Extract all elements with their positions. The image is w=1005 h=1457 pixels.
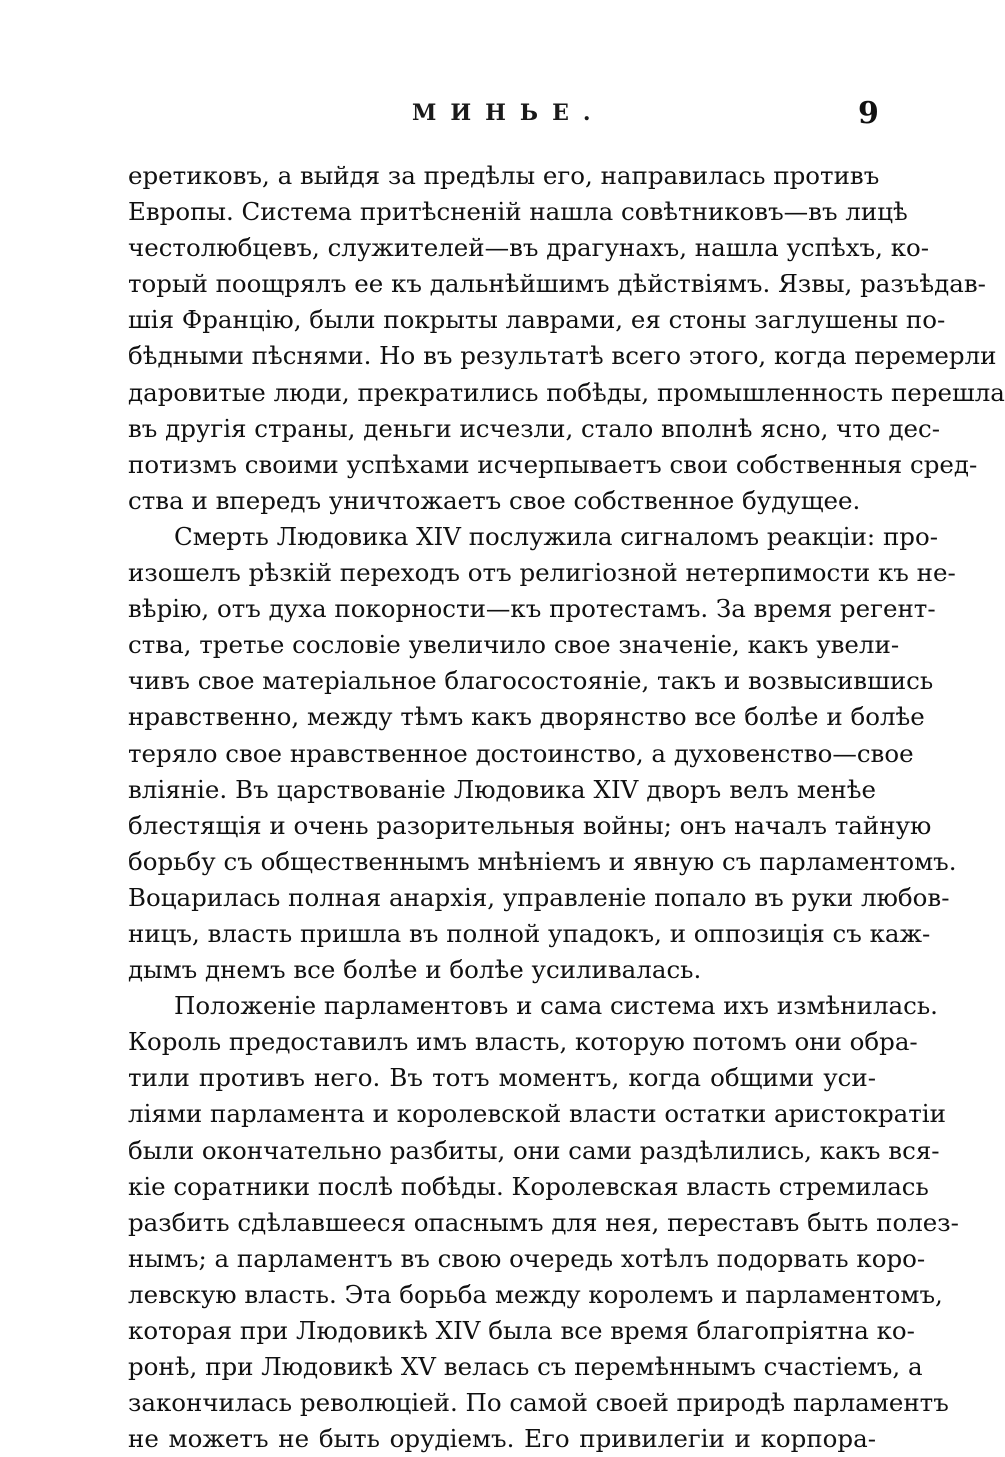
text-line: Воцарилась полная анархія, управленіе попало въ руки любов-	[128, 882, 950, 912]
text-line: Европы. Система притѣсненій нашла совѣтниковъ—въ лицѣ	[128, 197, 908, 227]
text-line: чивъ свое матеріальное благосостояніе, такъ и возвысившись	[128, 666, 934, 696]
text-line: теряло свое нравственное достоинство, а духовенство—свое	[128, 738, 914, 768]
text-line: борьбу съ общественнымъ мнѣніемъ и явную съ парламентомъ.	[128, 846, 957, 876]
text-line: Смерть Людовика XIV послужила сигналомъ реакціи: про-	[174, 521, 938, 551]
text-line: изошелъ рѣзкій переходъ отъ религіозной нетерпимости къ не-	[128, 558, 956, 588]
text-line: закончилась революціей. По самой своей природѣ парламентъ	[128, 1388, 949, 1418]
text-line: торый поощрялъ ее къ дальнѣйшимъ дѣйствіямъ. Язвы, разъѣдав-	[128, 269, 986, 299]
text-line: вѣрію, отъ духа покорности—къ протестамъ. За время регент-	[128, 594, 936, 624]
text-line: которая при Людовикѣ XIV была все время благопріятна ко-	[128, 1316, 915, 1345]
text-line: блестящія и очень разорительныя войны; онъ началъ тайную	[128, 810, 932, 840]
text-line: ліями парламента и королевской власти остатки аристократіи	[128, 1099, 946, 1129]
running-title: МИНЬЕ.	[412, 100, 605, 126]
text-line: потизмъ своими успѣхами исчерпываетъ свои собственныя сред-	[128, 449, 978, 479]
text-line: даровитые люди, прекратились побѣды, промышленность перешла	[128, 377, 1005, 407]
text-line: честолюбцевъ, служителей—въ драгунахъ, нашла успѣхъ, ко-	[128, 233, 930, 263]
text-line: ства, третье сословіе увеличило свое значеніе, какъ увели-	[128, 630, 900, 660]
text-line: вліяніе. Въ царствованіе Людовика XIV дворъ велъ менѣе	[128, 774, 876, 804]
text-line: кіе соратники послѣ побѣды. Королевская власть стремилась	[128, 1171, 929, 1201]
text-line: левскую власть. Эта борьба между королемъ и парламентомъ,	[128, 1279, 943, 1309]
text-line: нымъ; а парламентъ въ свою очередь хотѣлъ подорвать коро-	[128, 1243, 926, 1273]
text-line: Положеніе парламентовъ и сама система ихъ измѣнилась.	[174, 991, 938, 1021]
text-line: ства и впередъ уничтожаетъ свое собственное будущее.	[128, 485, 861, 515]
text-line: не можетъ не быть орудіемъ. Его привилегіи и корпора-	[128, 1424, 876, 1454]
text-line: ронѣ, при Людовикѣ XV велась съ перемѣннымъ счастіемъ, а	[128, 1352, 923, 1382]
paragraph	[128, 988, 959, 1457]
text-line: тили противъ него. Въ тотъ моментъ, когда общими уси-	[128, 1063, 876, 1093]
text-line: бѣдными пѣснями. Но въ результатѣ всего этого, когда перемерли	[128, 341, 997, 371]
paragraph	[128, 519, 957, 988]
text-line: нравственно, между тѣмъ какъ дворянство все болѣе и болѣе	[128, 702, 925, 732]
body-text	[128, 158, 1005, 1457]
text-line: въ другія страны, деньги исчезли, стало вполнѣ ясно, что дес-	[128, 413, 941, 443]
text-line: разбить сдѣлавшееся опаснымъ для нея, переставъ быть полез-	[128, 1207, 959, 1237]
text-line: Король предоставилъ имъ власть, которую потомъ они обра-	[128, 1027, 918, 1057]
paragraph	[128, 158, 1005, 519]
text-line: дымъ днемъ все болѣе и болѣе усиливалась.	[128, 955, 702, 985]
page-number: 9	[858, 96, 879, 131]
text-line: были окончательно разбиты, они сами раздѣлились, какъ вся-	[128, 1135, 940, 1165]
text-line: шія Францію, были покрыты лаврами, ея стоны заглушены по-	[128, 305, 946, 335]
text-line: ницъ, власть пришла въ полной упадокъ, и оппозиція съ каж-	[128, 918, 931, 948]
text-line: еретиковъ, а выйдя за предѣлы его, направилась противъ	[128, 161, 880, 190]
